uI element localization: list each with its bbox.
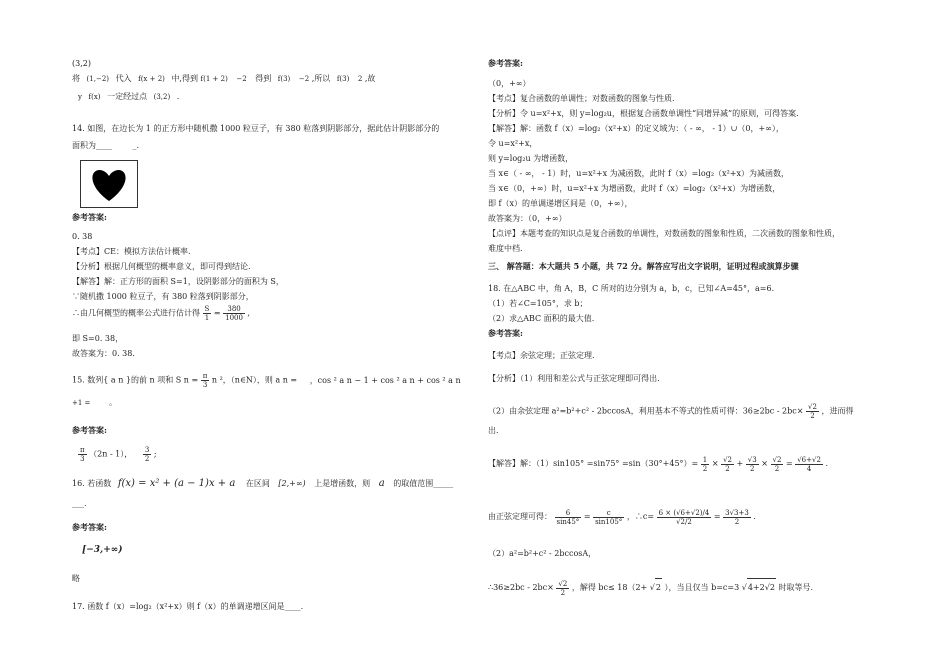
answer-15 xyxy=(78,446,157,463)
fraction: $\frac{\pi}{3}$ xyxy=(202,372,208,389)
heart-figure xyxy=(80,160,138,208)
fraction: $\frac{√2}{2}$ xyxy=(558,579,568,597)
math-point: (1,−2) xyxy=(86,75,110,83)
answer-17-analysis: 【分析】令 u=x²+x，则 y=log₂u，根据复合函数单调性“同增异减”的原则，可得答案. xyxy=(488,109,799,118)
text: = xyxy=(583,512,591,521)
text: = xyxy=(713,512,721,521)
text: × xyxy=(761,459,768,468)
fraction: $\frac{S}{1}$ xyxy=(204,305,210,322)
answer-18-solution-4: ∴36≥2bc - 2bc× $\frac{√2}{2}$ ，解得 bc≤ 18（2+ √2 ），当且仅当 b=c=3 √4+2√2 时取等号. xyxy=(488,579,814,597)
answer-16: [−3,+∞) xyxy=(82,545,123,555)
answer-14-analysis: 【分析】根据几何概型的概率意义，即可得到结论. xyxy=(72,262,251,271)
text: . xyxy=(825,459,829,468)
answer-18-analysis-2 xyxy=(488,403,853,420)
fraction: $\frac{6 \times (√6+√2)/4}{√2/2}$ xyxy=(658,508,710,526)
math-expr: −2 xyxy=(236,75,247,83)
question-18-line2: （1）若∠C=105°，求 b； xyxy=(488,299,588,308)
answer-17-topic: 【考点】复合函数的单调性；对数函数的图象与性质. xyxy=(488,94,675,103)
math-expr: y xyxy=(78,93,82,101)
text: . xyxy=(753,512,756,521)
text: 的取值范围_____ xyxy=(393,479,454,488)
math-expr: f(3) xyxy=(277,75,291,83)
substitution-line xyxy=(72,73,375,85)
text: 面积为____ xyxy=(72,141,112,150)
answer-17-comment: 难度中档. xyxy=(488,244,523,253)
text: （2）由余弦定理 a²=b²+c² - 2bccosA，利用基本不等式的性质可得：36≥2bc - 2bc× xyxy=(488,406,804,416)
answer-17-step: 令 u=x²+x， xyxy=(488,139,538,148)
text: ，解得 bc≤ 18（2+ xyxy=(571,583,648,592)
answer-18-solution-1 xyxy=(488,455,828,473)
text: 【解答】解：（1）sin105° =sin75° =sin（30°+45°）= xyxy=(488,459,699,468)
text: 时取等号. xyxy=(778,583,814,592)
text: ∴由几何概型的概率公式进行估计得 xyxy=(72,308,200,318)
text: ），当且仅当 b=c=3 xyxy=(664,583,740,592)
text: 在区间 xyxy=(245,479,270,488)
text: 。 xyxy=(108,398,117,407)
answer-18-solution-3: （2）a²=b²+c² - 2bccosA， xyxy=(488,549,597,558)
question-16-line1 xyxy=(72,478,453,489)
answer-heading: 参考答案: xyxy=(72,212,107,222)
answer-heading: 参考答案: xyxy=(72,425,107,435)
fraction: $\frac{√6+√2}{4}$ xyxy=(797,455,821,473)
text: n ²，（n∈N），则 a n = xyxy=(211,375,298,385)
fraction: $\frac{√2}{2}$ xyxy=(772,455,782,473)
math-expr: 2 xyxy=(357,75,363,83)
heart-icon xyxy=(81,161,137,207)
text: 上是增函数，则 xyxy=(314,479,371,488)
math-expr: f(x + 2) xyxy=(138,75,165,83)
math-expr: a xyxy=(378,478,385,489)
answer-14-value: 0. 38 xyxy=(72,232,93,241)
text: 16. 若函数 xyxy=(72,479,112,488)
line-point: (3,2) xyxy=(72,59,91,68)
answer-17-final: 故答案为：（0，+∞） xyxy=(488,214,567,223)
fraction: $\frac{6}{\sin 45^\circ}$ xyxy=(556,508,580,526)
math-expr: [2,+∞) xyxy=(278,479,306,488)
sqrt: 4+2√2 xyxy=(747,578,776,597)
text: 得到 xyxy=(255,74,272,83)
question-15-line1 xyxy=(72,372,461,389)
question-18-line1: 18. 在△ABC 中，角 A，B，C 所对的边分别为 a，b，c，已知∠A=45°，a=6. xyxy=(488,284,775,293)
text: 一定经过点 xyxy=(107,92,148,101)
text: ，∴c= xyxy=(626,512,655,521)
answer-18-analysis-3: 出. xyxy=(488,426,499,435)
text: + xyxy=(736,459,744,468)
fraction: $\frac{√2}{2}$ xyxy=(808,403,817,420)
text: 将 xyxy=(72,74,80,83)
answer-17-value: （0，+∞） xyxy=(488,79,531,88)
math-point: (3,2) xyxy=(153,93,171,101)
text: . xyxy=(176,92,180,101)
answer-17-solution: 【解答】解：函数 f（x）=log₂（x²+x）的定义域为：（ - ∞， - 1）∪（0，+∞）， xyxy=(488,124,784,133)
math-expr: f(1 + 2) xyxy=(200,75,228,83)
text: = xyxy=(213,308,221,318)
math-expr: f(3) xyxy=(336,75,350,83)
text: （2n - 1）， xyxy=(89,449,133,459)
answer-17-step: 则 y=log₂u 为增函数， xyxy=(488,154,574,163)
answer-17-step: 当 x∈（0，+∞）时，u=x²+x 为增函数，此时 f（x）=log₂（x²+x）为增函数， xyxy=(488,184,781,193)
text: = xyxy=(785,459,793,468)
answer-17-comment: 【点评】本题考查的知识点是复合函数的单调性，对数函数的图象和性质，二次函数的图象和性质， xyxy=(488,229,840,238)
text: ，cos ² a n − 1 + cos ² a n + cos ² a n xyxy=(309,375,461,385)
question-15-line2 xyxy=(72,397,117,409)
text: , xyxy=(247,308,251,318)
answer-heading: 参考答案: xyxy=(72,522,107,532)
answer-18-topic: 【考点】余弦定理；正弦定理. xyxy=(488,351,595,360)
answer-14-final: 故答案为：0. 38. xyxy=(72,349,135,358)
fraction: $\frac{3√3+3}{2}$ xyxy=(725,508,749,526)
answer-16-note: 略 xyxy=(72,574,80,583)
text: ∴36≥2bc - 2bc× xyxy=(488,583,554,592)
answer-17-step: 即 f（x）的单调递增区间是（0，+∞）， xyxy=(488,199,633,208)
math-expr: f(x) = x² + (a − 1)x + a xyxy=(117,478,236,489)
text: ，进而得 xyxy=(821,406,854,416)
text: 中,得到 xyxy=(171,74,198,83)
fraction: $\frac{c}{\sin 105^\circ}$ xyxy=(595,508,623,526)
fraction: $\frac{\pi}{3}$ xyxy=(80,446,85,463)
fraction: $\frac{3}{2}$ xyxy=(144,446,150,463)
math-expr: f(x) xyxy=(88,93,101,101)
fraction: $\frac{380}{1000}$ xyxy=(225,305,243,322)
text: 代入 xyxy=(115,74,132,83)
fraction: $\frac{√2}{2}$ xyxy=(723,455,732,473)
section-3-heading: 三、 解答题：本大题共 5 小题，共 72 分。解答应写出文字说明，证明过程或演算步骤 xyxy=(488,261,799,271)
question-14-line1: 14. 如图，在边长为 1 的正方形中随机撒 1000 粒豆子，有 380 粒落到阴影部分，据此估计阴影部分的 xyxy=(72,124,440,133)
answer-heading: 参考答案: xyxy=(488,328,523,338)
answer-heading: 参考答案: xyxy=(488,58,523,68)
answer-14-thus: 即 S=0. 38， xyxy=(72,334,124,343)
conclusion-line xyxy=(78,91,179,103)
fraction: $\frac{1}{2}$ xyxy=(702,455,708,473)
question-16-line2: ___. xyxy=(72,499,87,508)
fraction: $\frac{√3}{2}$ xyxy=(747,455,757,473)
text: _. xyxy=(132,141,140,150)
answer-17-step: 当 x∈（ - ∞， - 1）时，u=x²+x 为减函数，此时 f（x）=log₂（x²+x）为减函数， xyxy=(488,169,789,178)
text: 由正弦定理可得： xyxy=(488,512,552,521)
text: ,故 xyxy=(364,74,376,83)
text: × xyxy=(711,459,719,468)
answer-18-analysis: 【分析】（1）利用和差公式与正弦定理即可得出. xyxy=(488,374,660,383)
text: +1 = xyxy=(72,399,91,407)
text: ,所以 xyxy=(311,74,331,83)
answer-18-solution-2 xyxy=(488,506,756,528)
text: ; xyxy=(153,449,157,459)
question-17: 17. 函数 f（x）=log₂（x²+x）则 f（x）的单调递增区间是____. xyxy=(72,602,304,611)
answer-14-solution: 【解答】解：正方形的面积 S=1，设阴影部分的面积为 S， xyxy=(72,277,284,286)
answer-14-formula xyxy=(72,305,250,322)
text: 15. 数列{ a n }的前 n 项和 S n = xyxy=(72,375,199,385)
answer-14-since: ∵随机撒 1000 粒豆子，有 380 粒落到阴影部分， xyxy=(72,292,254,301)
question-18-line3: （2）求△ABC 面积的最大值. xyxy=(488,314,595,323)
answer-14-topic: 【考点】CE：模拟方法估计概率. xyxy=(72,247,191,256)
question-14-line2 xyxy=(72,140,139,151)
math-expr: −2 xyxy=(298,75,310,83)
sqrt: 2 xyxy=(655,578,662,597)
